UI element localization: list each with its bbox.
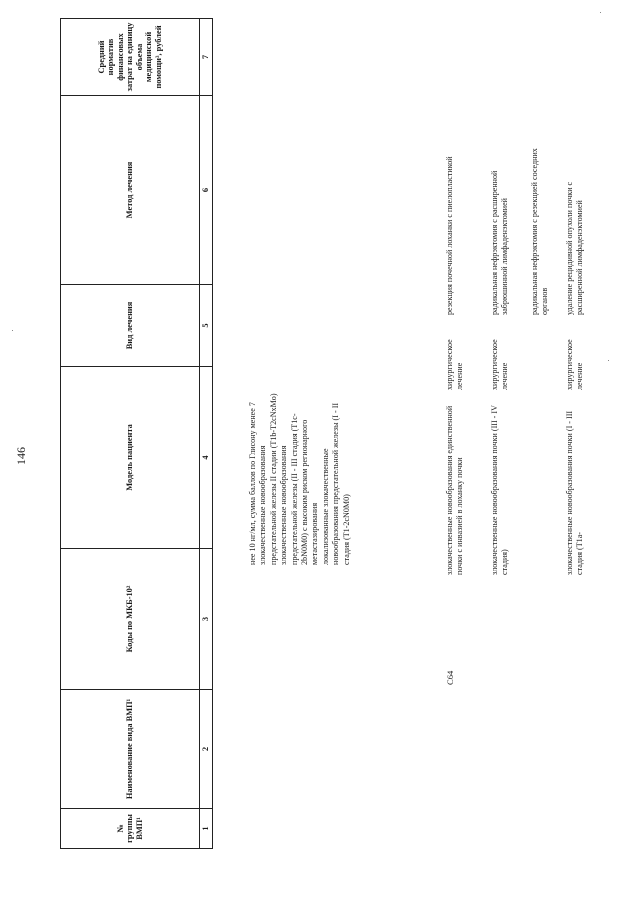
kidney-row-3-method: радикальная нефрэктомия с резекцией соседних органов (530, 148, 550, 315)
col-num-2: 2 (200, 690, 213, 809)
prostate-model-line: нее 10 нг/мл, сумма баллов по Глисону менее 7 (248, 402, 257, 565)
col-num-1: 1 (200, 809, 213, 849)
col-num-5: 5 (200, 285, 213, 367)
column-number-row (200, 19, 213, 849)
prostate-model-line: злокачественные новообразования предстательной железы (II - III стадия (T1c-2bN0M0) с высоким риском регионарного метастазирования (279, 413, 320, 565)
col-num-4: 4 (200, 367, 213, 549)
header-patient-model: Модель пациента (61, 367, 200, 549)
header-icd-codes: Коды по МКБ-10² (61, 549, 200, 690)
prostate-model-line: злокачественные новообразования предстательной железы II стадии (T1b-T2cNxMo) (258, 393, 278, 565)
header-vmp-name: Наименование вида ВМП¹ (61, 690, 200, 809)
kidney-row-1-method: резекция почечной лоханки с пиелопластикой (445, 156, 454, 315)
prostate-model-cell (248, 393, 352, 565)
scan-speck (12, 330, 13, 331)
vmp-table (60, 18, 213, 849)
kidney-row-4-method: удаление рецидивной опухоли почки с расширенной лимфаденэктомией (565, 181, 585, 315)
scan-speck (608, 360, 609, 361)
col-num-7: 7 (200, 19, 213, 96)
header-treatment-kind: Вид лечения (61, 285, 200, 367)
col-num-6: 6 (200, 96, 213, 285)
kidney-row-1-kind: хирургическое лечение (445, 339, 465, 390)
kidney-row-1-model: злокачественные новообразования единственной почки с инвазией в лоханку почки (445, 405, 465, 575)
col-num-3: 3 (200, 549, 213, 690)
page-number: 146 (14, 447, 28, 465)
kidney-row-2-kind: хирургическое лечение (490, 339, 510, 390)
header-group-number: № группы ВМП¹ (61, 809, 200, 849)
kidney-icd-code: C64 (445, 670, 455, 685)
kidney-row-2-method: радикальная нефрэктомия с расширенной забрюшинной лимфаденэктомией (490, 170, 510, 315)
scan-speck (600, 12, 601, 13)
kidney-row-2-model: злокачественные новообразования почки (III - IV стадия) (490, 405, 510, 575)
header-row (61, 19, 200, 849)
prostate-model-line: локализованные злокачественные новообразования предстательной железы (I - II стадия (T1-2cN0M0) (320, 402, 351, 565)
kidney-row-4-model: злокачественные новообразования почки (I - III стадия (T1a- (565, 410, 585, 575)
header-treatment-method: Метод лечения (61, 96, 200, 285)
header-cost-norm: Средний норматив финансовых затрат на единицу объема медицинской помощи³, рублей (61, 19, 200, 96)
kidney-row-4-kind: хирургическое лечение (565, 339, 585, 390)
